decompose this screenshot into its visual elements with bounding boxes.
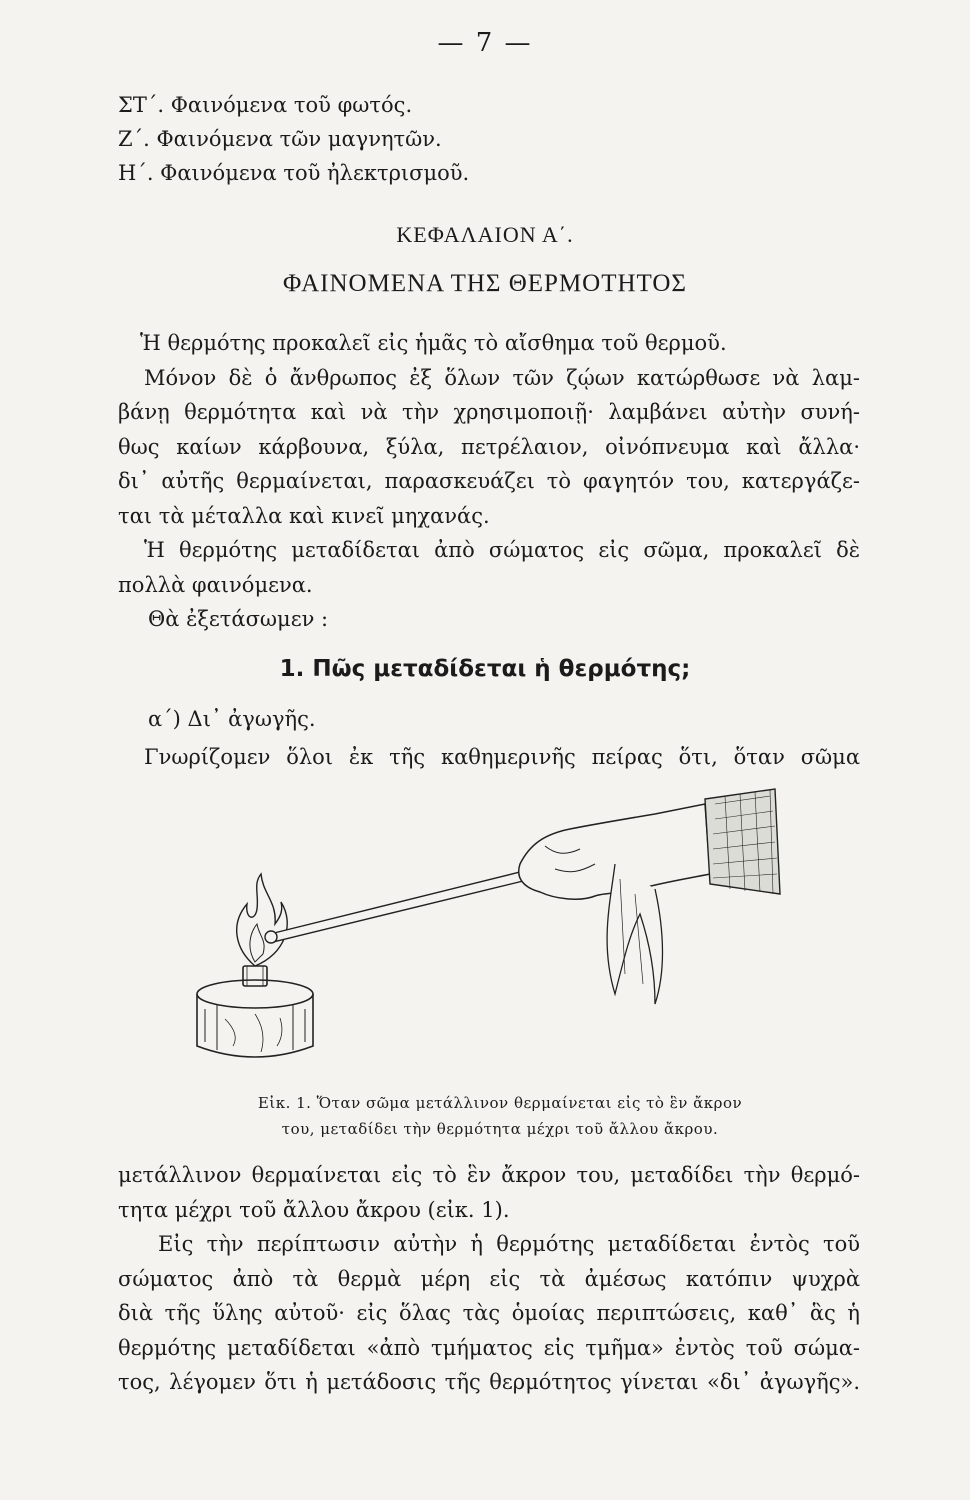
section-heading: 1. Πῶς μεταδίδεται ἡ θερμότης; [279,656,691,682]
text-line: θερμότης μεταδίδεται «ἀπὸ τμήματος εἰς τμῆμα» ἐντὸς τοῦ σώμα- [118,1335,860,1360]
list-item: Ζ΄. Φαινόμενα τῶν μαγνητῶν. [118,127,442,151]
hand-with-cloth [519,804,710,1004]
chapter-title: ΦΑΙΝΟΜΕΝΑ ΤΗΣ ΘΕΡΜΟΤΗΤΟΣ [283,270,687,297]
list-item: Η΄. Φαινόμενα τοῦ ἠλεκτρισμοῦ. [118,161,470,185]
pre-figure-paragraph [118,740,860,775]
text-line: βάνῃ θερμότητα καὶ νὰ τὴν χρησιμοποιῇ· λαμβάνει αὐτὴν συνή- [118,400,860,424]
text-line: πολλὰ φαινόμενα. [118,572,313,597]
chapter-heading: ΚΕΦΑΛΑΙΟΝ Α΄. [396,222,574,247]
text-line: θως καίων κάρβουνα, ξύλα, πετρέλαιον, οἰνόπνευμα καὶ ἄλλα· [118,434,860,459]
contents-list [118,88,469,190]
sleeve [705,789,780,894]
flame [237,874,288,966]
text-line: διὰ τῆς ὕλης αὐτοῦ· εἰς ὅλας τὰς ὁμοίας περιπτώσεις, καθ᾽ ἃς ἡ [118,1301,860,1325]
heating-rod-illustration [185,784,785,1074]
text-line: Ἡ θερμότης μεταδίδεται ἀπὸ σώματος εἰς σῶμα, προκαλεῖ δὲ [144,538,860,562]
text-line: Ἡ θερμότης προκαλεῖ εἰς ἡμᾶς τὸ αἴσθημα τοῦ θερμοῦ. [140,331,727,355]
text-line: τος, λέγομεν ὅτι ἡ μετάδοσις τῆς θερμότητος γίνεται «δι᾽ ἀγωγῆς». [118,1370,860,1394]
text-line: τητα μέχρι τοῦ ἄλλου ἄκρου (εἰκ. 1). [118,1197,510,1222]
text-line: Θὰ ἐξετάσωμεν : [148,607,329,631]
caption-line: του, μεταδίδει τὴν θερμότητα μέχρι τοῦ ἄλλου ἄκρου. [281,1120,719,1138]
text-line: μετάλλινον θερμαίνεται εἰς τὸ ἓν ἄκρον του, μεταδίδει τὴν θερμό- [118,1163,860,1187]
intro-paragraph [118,326,860,637]
text-line: Μόνον δὲ ὁ ἄνθρωπος ἐξ ὅλων τῶν ζῴων κατώρθωσε νὰ λαμ- [144,365,860,390]
text-line: δι᾽ αὐτῆς θερμαίνεται, παρασκευάζει τὸ φαγητόν του, κατεργάζε- [118,469,860,493]
text-line: ται τὰ μέταλλα καὶ κινεῖ μηχανάς. [118,503,490,528]
metal-rod [265,872,523,943]
subsection-heading: α΄) Δι᾽ ἀγωγῆς. [148,707,316,731]
post-figure-paragraph [118,1158,860,1400]
text-line: Εἰς τὴν περίπτωσιν αὐτὴν ἡ θερμότης μεταδίδεται ἐντὸς τοῦ [158,1232,860,1256]
figure-caption [140,1090,860,1142]
page-number: — 7 — [437,28,533,58]
spirit-lamp [197,966,313,1057]
text-line: σώματος ἀπὸ τὰ θερμὰ μέρη εἰς τὰ ἀμέσως κατόπιν ψυχρὰ [118,1266,860,1291]
caption-line: Εἰκ. 1. Ὅταν σῶμα μετάλλινον θερμαίνεται εἰς τὸ ἓν ἄκρον [257,1094,743,1112]
text-line: Γνωρίζομεν ὅλοι ἐκ τῆς καθημερινῆς πείρας ὅτι, ὅταν σῶμα [144,745,860,769]
list-item: ΣΤ΄. Φαινόμενα τοῦ φωτός. [118,93,413,117]
